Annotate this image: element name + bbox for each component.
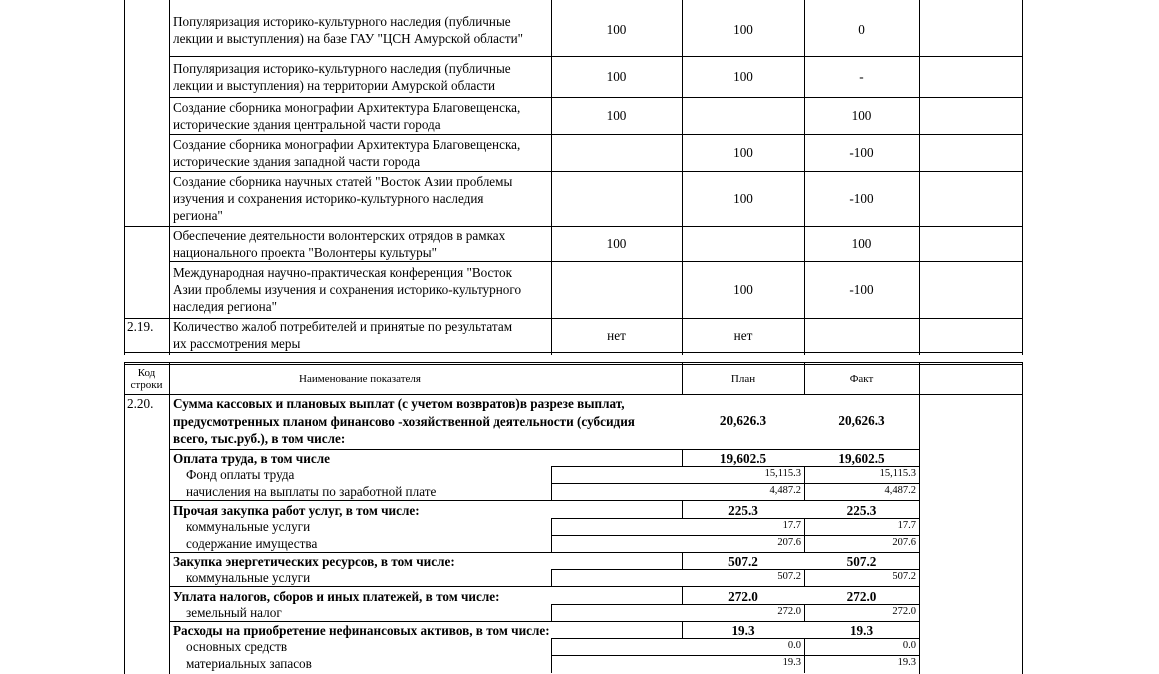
group-title: Прочая закупка работ услуг, в том числе: [173, 502, 420, 518]
group-item-plan: 0.0 [787, 640, 801, 651]
grid-line-h [124, 364, 1023, 365]
measure-name: Создание сборника монографии Архитектура Благовещенска, [173, 99, 521, 115]
group-item-plan: 4,487.2 [769, 485, 801, 497]
group-fact: 225.3 [846, 502, 877, 518]
measure-name: изучения и сохранения историко-культурного наследия [173, 191, 484, 206]
group-item-fact: 507.2 [892, 571, 916, 582]
grid-line-h [551, 638, 920, 639]
measure-name: Создание сборника научных статей "Восток Азии проблемы [173, 174, 513, 189]
group-item-fact: 272.0 [892, 606, 916, 617]
measure-name: Международная научно-практическая конференция "Восток [173, 265, 512, 280]
row-code: 2.20. [127, 396, 154, 411]
group-item-name: земельный налог [186, 605, 282, 620]
plan-value: 100 [606, 22, 627, 37]
diff-value: 0 [858, 22, 865, 37]
measure-name: Азии проблемы изучения и сохранения историко-культурного [173, 282, 522, 297]
diff-value: - [859, 68, 864, 84]
group-item-fact: 207.6 [892, 537, 916, 549]
fact-total: 20,626.3 [838, 413, 885, 428]
measure-name: исторические здания центральной части города [173, 116, 441, 132]
group-item-name: Фонд оплаты труда [186, 467, 295, 482]
grid-line-h [124, 362, 1023, 363]
grid-line-h [124, 352, 1023, 353]
group-item-plan: 272.0 [777, 606, 801, 617]
grid-line-v [682, 501, 683, 519]
group-item-name: коммунальные услуги [186, 570, 311, 585]
fact-value: 100 [733, 144, 753, 160]
fact-value: 100 [733, 22, 753, 37]
measure-name: лекции и выступления) на территории Амурской области [173, 77, 496, 93]
fact-value: 100 [733, 68, 753, 84]
fact-value: 100 [733, 190, 753, 206]
group-item-plan: 15,115.3 [764, 468, 801, 479]
grid-line-v [124, 0, 125, 355]
grid-line-h [551, 655, 920, 656]
header-code: строки [130, 379, 163, 391]
measure-name: региона" [173, 208, 223, 223]
group-item-plan: 507.2 [777, 571, 801, 582]
group-fact: 272.0 [846, 588, 877, 604]
grid-line-v [169, 0, 170, 355]
group-item-name: материальных запасов [186, 656, 312, 672]
group-item-plan: 207.6 [777, 537, 801, 549]
measure-name: исторические здания западной части города [173, 153, 421, 169]
group-item-fact: 0.0 [902, 640, 916, 651]
grid-line-h [551, 466, 920, 467]
grid-line-h [169, 56, 1023, 57]
group-plan: 225.3 [728, 502, 758, 518]
group-title: Закупка энергетических ресурсов, в том числе: [173, 553, 455, 569]
grid-line-h [551, 535, 920, 536]
grid-line-h [169, 171, 1023, 172]
group-fact: 507.2 [846, 553, 877, 569]
header-plan: План [730, 373, 756, 385]
fact-value: нет [733, 328, 753, 343]
grid-line-v [551, 604, 552, 622]
group-item-name: коммунальные услуги [186, 519, 311, 534]
measure-name: наследия региона" [173, 299, 277, 314]
measure-name: Популяризация историко-культурного наследия (публичные [173, 14, 511, 29]
group-title: Расходы на приобретение нефинансовых активов, в том числе: [173, 622, 550, 638]
group-plan: 272.0 [728, 588, 758, 604]
grid-line-h [551, 518, 920, 519]
plan-value: 100 [606, 68, 627, 84]
grid-line-v [682, 0, 683, 355]
measure-name: Создание сборника монографии Архитектура Благовещенска, [173, 136, 521, 152]
group-item-name: начисления на выплаты по заработной плате [186, 484, 437, 500]
group-plan: 19.3 [731, 622, 755, 638]
measure-name: Количество жалоб потребителей и принятые по результатам [173, 319, 513, 334]
grid-line-h [551, 569, 920, 570]
group-item-plan: 17.7 [782, 520, 801, 531]
grid-line-v [682, 621, 683, 639]
grid-line-v [1022, 362, 1023, 674]
grid-line-h [169, 621, 920, 622]
group-item-fact: 17.7 [897, 520, 916, 531]
grid-line-v [551, 569, 552, 587]
header-name: Наименование показателя [299, 373, 421, 385]
measure-name: предусмотренных планом финансово -хозяйственной деятельности (субсидия [173, 413, 635, 429]
group-item-name: содержание имущества [186, 536, 318, 552]
plan-value: нет [607, 328, 626, 343]
measure-name: Популяризация историко-культурного наследия (публичные [173, 60, 511, 76]
measure-name: национального проекта "Волонтеры культуры" [173, 245, 437, 260]
group-fact: 19.3 [849, 622, 874, 638]
measure-name: всего, тыс.руб.), в том числе: [173, 431, 346, 446]
measure-name: лекции и выступления) на базе ГАУ "ЦСН Амурской области" [173, 31, 524, 46]
measure-name: Обеспечение деятельности волонтерских отрядов в рамках [173, 228, 506, 243]
grid-line-h [551, 604, 920, 605]
grid-line-v [804, 0, 805, 355]
grid-line-v [1022, 0, 1023, 355]
measure-name: их рассмотрения меры [173, 336, 301, 351]
group-item-plan: 19.3 [782, 657, 801, 669]
diff-value: 100 [851, 235, 872, 251]
grid-line-v [682, 449, 683, 467]
group-item-fact: 4,487.2 [884, 485, 916, 497]
grid-line-v [919, 0, 920, 355]
grid-line-h [169, 261, 1023, 262]
fact-value: 100 [733, 281, 753, 297]
plan-value: 100 [606, 235, 627, 251]
diff-value: 100 [851, 107, 872, 123]
header-fact: Факт [849, 373, 874, 385]
plan-total: 20,626.3 [719, 413, 767, 428]
grid-line-v [682, 552, 683, 570]
grid-line-h [551, 483, 920, 484]
row-code: 2.19. [127, 319, 154, 334]
group-item-fact: 15,115.3 [879, 468, 916, 479]
group-item-name: основных средств [186, 639, 288, 654]
diff-value: -100 [849, 190, 874, 206]
group-plan: 507.2 [728, 553, 758, 569]
grid-line-v [682, 587, 683, 605]
group-title: Оплата труда, в том числе [173, 450, 330, 466]
grid-line-v [169, 362, 170, 674]
diff-value: -100 [849, 144, 874, 160]
plan-value: 100 [606, 107, 627, 123]
measure-name: Сумма кассовых и плановых выплат (с учетом возвратов)в разрезе выплат, [173, 396, 625, 411]
group-item-fact: 19.3 [897, 657, 916, 669]
header-code: Код [137, 367, 156, 379]
diff-value: -100 [849, 281, 874, 297]
group-title: Уплата налогов, сборов и иных платежей, в том числе: [173, 588, 500, 604]
group-fact: 19,602.5 [838, 450, 885, 466]
group-plan: 19,602.5 [719, 450, 767, 466]
grid-line-v [124, 362, 125, 674]
